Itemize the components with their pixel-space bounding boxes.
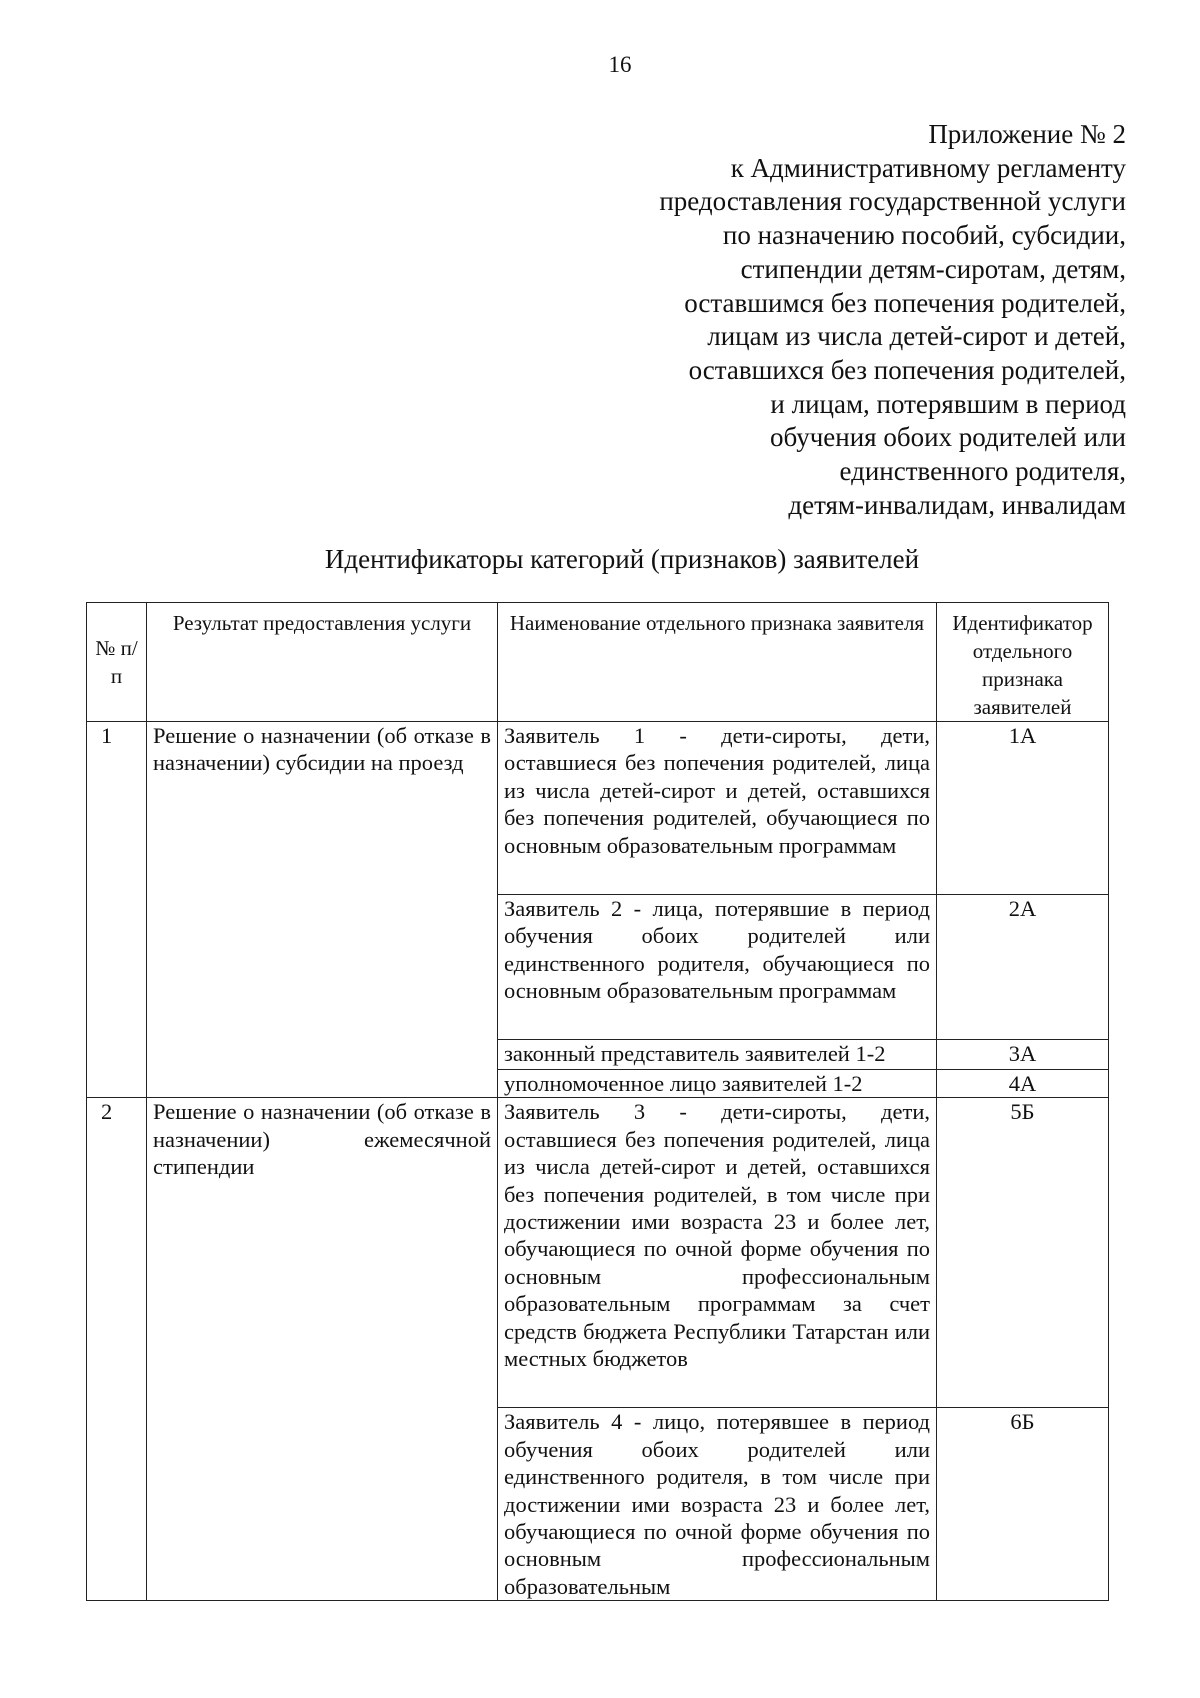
appendix-line: Приложение № 2 <box>928 119 1126 149</box>
header-criterion: Наименование отдельного признака заявителя <box>498 603 937 722</box>
row-criterion: Заявитель 2 - лица, потерявшие в период обучения обоих родителей или единственного родителя, обучающиеся по основным образовательным программам <box>498 895 937 1040</box>
identifiers-table-wrapper <box>86 602 1108 1601</box>
appendix-line: стипендии детям-сиротам, детям, <box>740 253 1126 284</box>
row-criterion: Заявитель 4 - лицо, потерявшее в период обучения обоих родителей или единственного родителя, в том числе при достижении ими возраста 23 и более лет, обучающиеся по очной форме обучения по основным профессиональным образовательным <box>498 1408 937 1601</box>
row-identifier: 6Б <box>937 1408 1109 1601</box>
page-number: 16 <box>608 52 632 77</box>
header-number: № п/п <box>87 603 147 722</box>
row-criterion: уполномоченное лицо заявителей 1-2 <box>498 1070 937 1098</box>
row-number: 2 <box>87 1098 147 1601</box>
row-identifier: 5Б <box>937 1098 1109 1408</box>
appendix-line: оставшихся без попечения родителей, <box>688 354 1126 385</box>
appendix-line: единственного родителя, <box>839 456 1126 487</box>
appendix-header <box>526 118 1126 522</box>
row-criterion: законный представитель заявителей 1-2 <box>498 1040 937 1070</box>
row-criterion: Заявитель 1 - дети-сироты, дети, оставшиеся без попечения родителей, лица из числа детей-сирот и детей, оставшихся без попечения родителей, обучающиеся по основным образовательным программам <box>498 722 937 895</box>
row-identifier: 4А <box>937 1070 1109 1098</box>
appendix-line: и лицам, потерявшим в период <box>770 388 1126 419</box>
appendix-line: обучения обоих родителей или <box>770 422 1126 453</box>
row-number: 1 <box>87 722 147 1098</box>
row-criterion: Заявитель 3 - дети-сироты, дети, оставшиеся без попечения родителей, лица из числа детей-сирот и детей, оставшихся без попечения родителей, в том числе при достижении ими возраста 23 и более лет, обучающиеся по очной форме обучения по основным профессиональным образовательным программам за счет средств бюджета Республики Татарстан или местных бюджетов <box>498 1098 937 1408</box>
identifiers-table <box>86 602 1109 1601</box>
row-identifier: 3А <box>937 1040 1109 1070</box>
row-identifier: 2А <box>937 895 1109 1040</box>
appendix-line: предоставления государственной услуги <box>659 186 1126 217</box>
header-identifier: Идентификатор отдельного признака заявителей <box>937 603 1109 722</box>
row-result: Решение о назначении (об отказе в назначении) ежемесячной стипендии <box>147 1098 498 1601</box>
table-header-row <box>87 603 1109 722</box>
appendix-line: по назначению пособий, субсидии, <box>722 220 1126 251</box>
appendix-line: к Административному регламенту <box>730 152 1126 183</box>
row-identifier: 1А <box>937 722 1109 895</box>
appendix-line: оставшимся без попечения родителей, <box>684 287 1126 318</box>
table-row <box>87 722 1109 895</box>
appendix-line: детям-инвалидам, инвалидам <box>788 489 1126 520</box>
appendix-line: лицам из числа детей-сирот и детей, <box>707 321 1126 352</box>
header-result: Результат предоставления услуги <box>147 603 498 722</box>
row-result: Решение о назначении (об отказе в назначении) субсидии на проезд <box>147 722 498 1098</box>
document-title: Идентификаторы категорий (признаков) заявителей <box>324 544 920 574</box>
table-row <box>87 1098 1109 1408</box>
